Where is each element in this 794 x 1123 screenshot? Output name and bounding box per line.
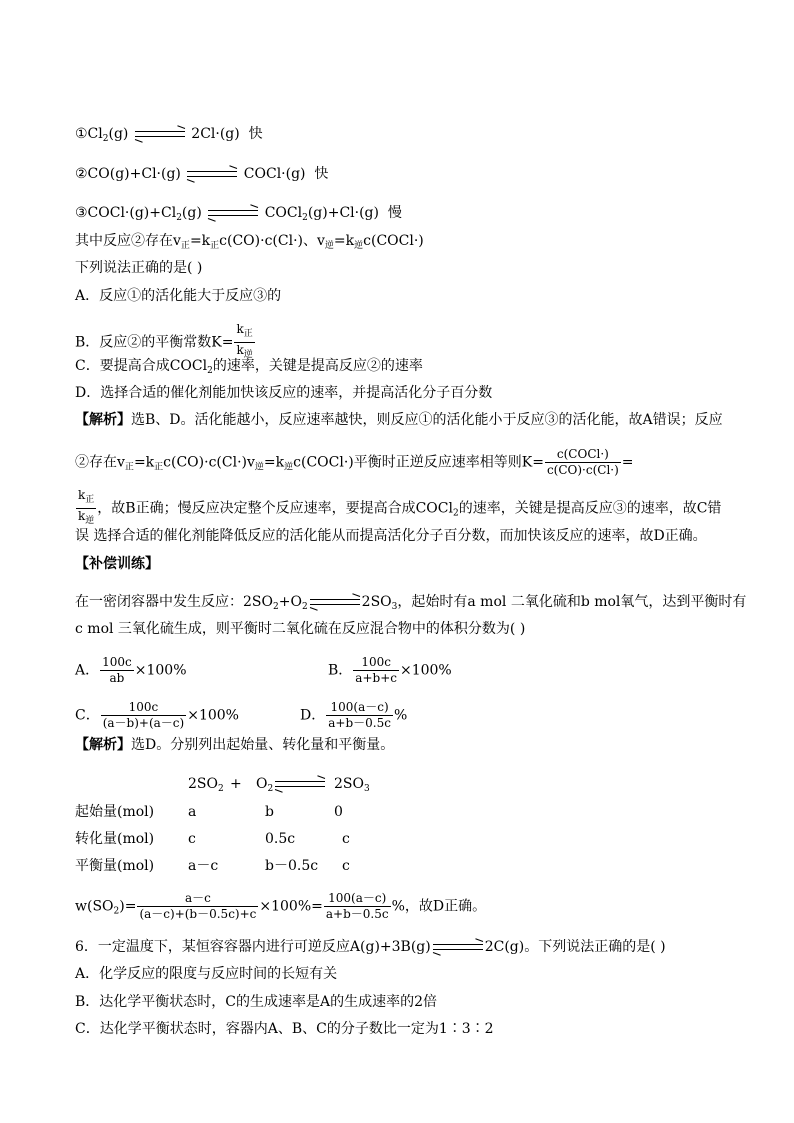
q6-option-a: A．化学反应的限度与反应时间的长短有关	[75, 966, 338, 982]
text: =k	[263, 454, 285, 471]
text: ②存在v	[75, 454, 125, 471]
subscript: 2	[272, 602, 279, 612]
q5-option-c	[75, 356, 423, 376]
solution-tag: 【解析】	[75, 412, 131, 428]
table-row-label: 起始量(mol)	[75, 804, 155, 820]
comp-option-c	[75, 700, 239, 730]
subscript: 2	[113, 906, 120, 917]
subscript: 正	[210, 241, 220, 251]
superscript: 正	[85, 495, 95, 505]
fraction	[353, 655, 399, 686]
table-cell: c	[342, 831, 350, 847]
text: c(COCl·)	[363, 233, 424, 249]
text: 选D。分别列出起始量、转化量和平衡量。	[131, 737, 395, 753]
table-cell: 0	[334, 804, 343, 820]
reaction-3-speed: 慢	[387, 205, 402, 221]
table-row-label: 转化量(mol)	[75, 831, 155, 847]
numerator: 100c	[128, 700, 159, 714]
q5-ask: 下列说法正确的是( )	[75, 260, 203, 276]
denominator: k	[236, 343, 244, 357]
text: c(CO)·c(Cl·)v	[163, 454, 255, 471]
text: =k	[333, 233, 355, 249]
numerator: a－c	[184, 891, 211, 905]
table-header-plus: +	[230, 776, 242, 792]
numerator: k	[78, 488, 86, 502]
subscript: 正	[124, 462, 134, 473]
denominator: ab	[100, 670, 134, 686]
text: ，起始时有a mol 二氧化硫和b mol氧气，达到平衡时有	[397, 594, 747, 610]
solution-5-line-4: 误 选择合适的催化剂能降低反应的活化能从而提高活化分子百分数，而加快该反应的速率，故D正确。	[75, 528, 707, 544]
text: ×100%	[134, 662, 187, 679]
subscript: 2	[302, 213, 308, 223]
fraction	[137, 891, 258, 922]
text: %，故D正确。	[391, 898, 487, 915]
q5-stem	[75, 231, 424, 251]
reaction-3-right-b: (g)+Cl·(g)	[307, 205, 379, 221]
table-cell: c	[188, 831, 196, 847]
text: 其中反应②存在v	[75, 233, 181, 249]
table-header-so2	[188, 774, 224, 799]
numerator: 100c	[361, 655, 391, 669]
text: +O	[278, 594, 302, 610]
text: ×100%	[187, 707, 239, 724]
equilibrium-arrow-icon	[433, 941, 483, 953]
label: B．	[328, 662, 353, 679]
text: ×100%=	[259, 898, 323, 915]
q5-option-b	[75, 322, 256, 360]
q6-stem	[75, 937, 666, 957]
subscript: 逆	[284, 462, 294, 473]
solution-5-line-1	[75, 410, 723, 430]
denominator: c(CO)·c(Cl·)	[546, 463, 619, 477]
text: c(CO)·c(Cl·)、v	[219, 233, 325, 249]
numerator: c(COCl·)	[556, 447, 609, 461]
comp-result	[75, 891, 487, 921]
text: 2SO	[361, 594, 392, 610]
subscript: 2	[301, 602, 308, 612]
subscript: 正	[154, 462, 164, 473]
text: 2SO	[334, 776, 364, 792]
reaction-2	[75, 164, 328, 184]
reaction-1-right: 2Cl·(g)	[191, 126, 240, 142]
text: B．反应②的平衡常数K=	[75, 334, 234, 351]
denominator: (a－c)+(b－0.5c)+c	[139, 907, 257, 921]
table-cell: a	[188, 804, 197, 820]
text: %	[393, 707, 408, 724]
denominator: k	[78, 509, 86, 523]
comp-stem-line-1	[75, 592, 746, 612]
reaction-2-speed: 快	[314, 166, 329, 182]
denominator: a+b－0.5c	[328, 716, 391, 730]
fraction	[545, 447, 621, 478]
text: 的速率，关键是提高反应③的速率，故C错	[458, 500, 722, 517]
reaction-2-right: COCl·(g)	[243, 166, 306, 182]
subscript: 3	[363, 784, 370, 794]
text: ×100%	[399, 662, 452, 679]
reaction-3-right: COCl	[264, 205, 303, 221]
text: 6．一定温度下，某恒容容器内进行可逆反应A(g)+3B(g)	[75, 939, 431, 955]
fraction	[76, 488, 96, 529]
text: 2SO	[188, 776, 218, 792]
subscript: 2	[102, 134, 109, 144]
subscript: 正	[180, 241, 190, 251]
numerator: 100c	[102, 655, 132, 669]
compensation-tag: 【补偿训练】	[75, 556, 159, 572]
phase: (g)	[181, 205, 202, 221]
fraction	[101, 700, 187, 731]
text: 在一密闭容器中发生反应：2SO	[75, 594, 273, 610]
subscript: 2	[176, 213, 182, 223]
text: c(COCl·)平衡时正逆反应速率相等则K=	[293, 454, 544, 471]
equilibrium-arrow-icon	[208, 207, 258, 219]
table-cell: b－0.5c	[265, 858, 319, 874]
label: D．	[300, 707, 326, 724]
q5-option-a: A．反应①的活化能大于反应③的	[75, 288, 282, 304]
superscript: 逆	[85, 516, 95, 526]
q5-option-d: D．选择合适的催化剂能加快该反应的速率，并提高活化分子百分数	[75, 385, 493, 401]
superscript: 正	[243, 329, 253, 339]
text: 选B、D。活化能越小，反应速率越快，则反应①的活化能小于反应③的活化能，故A错误；反应	[131, 412, 723, 428]
fraction	[100, 655, 134, 686]
equilibrium-arrow-icon	[135, 128, 185, 140]
denominator: a+b－0.5c	[325, 907, 389, 921]
comp-solution	[75, 735, 394, 755]
reaction-3	[75, 203, 402, 223]
phase: (g)	[108, 126, 129, 142]
table-cell: 0.5c	[265, 831, 296, 847]
equilibrium-arrow-icon	[187, 168, 237, 180]
reaction-2-left: ②CO(g)+Cl·(g)	[75, 166, 181, 182]
table-header-o2	[256, 774, 327, 799]
q6-option-b: B．达化学平衡状态时，C的生成速率是A的生成速率的2倍	[75, 994, 438, 1010]
subscript: 2	[217, 784, 224, 794]
reaction-1-speed: 快	[248, 126, 263, 142]
text: 2C(g)。下列说法正确的是( )	[484, 939, 666, 955]
equilibrium-arrow-icon	[310, 596, 360, 608]
text: =k	[189, 233, 211, 249]
text: )=	[119, 898, 137, 915]
solution-5-line-3	[75, 488, 722, 526]
reaction-1	[75, 124, 263, 144]
text: ，故B正确；慢反应决定整个反应速率，要提高合成COCl	[97, 500, 453, 517]
subscript: 逆	[254, 462, 264, 473]
text: 的速率，关键是提高反应②的速率	[212, 358, 423, 374]
subscript: 逆	[354, 241, 364, 251]
numerator: k	[236, 322, 244, 336]
superscript: 逆	[243, 350, 253, 360]
fraction	[326, 700, 393, 731]
q6-option-c: C．达化学平衡状态时，容器内A、B、C的分子数比一定为1∶3∶2	[75, 1021, 494, 1037]
subscript: 3	[391, 602, 398, 612]
subscript: 2	[267, 784, 274, 794]
table-cell: b	[265, 804, 274, 820]
text: =k	[133, 454, 155, 471]
comp-option-d	[300, 700, 408, 730]
text: C．要提高合成COCl	[75, 358, 208, 374]
text: O	[256, 776, 268, 792]
fraction	[324, 891, 391, 922]
comp-option-b	[328, 655, 452, 685]
table-cell: a－c	[188, 858, 219, 874]
subscript: 逆	[324, 241, 334, 251]
label: A．	[75, 662, 100, 679]
table-row-label: 平衡量(mol)	[75, 858, 155, 874]
text: w(SO	[75, 898, 114, 915]
solution-tag: 【解析】	[75, 737, 131, 753]
table-header-so3	[334, 774, 370, 799]
text: =	[621, 454, 634, 471]
subscript: 2	[207, 366, 213, 376]
label: C．	[75, 707, 100, 724]
comp-stem-line-2: c mol 三氧化硫生成，则平衡时二氧化硫在反应混合物中的体积分数为( )	[75, 621, 526, 637]
reaction-3-left: ③COCl·(g)+Cl	[75, 205, 177, 221]
reaction-1-left: ①Cl	[75, 126, 103, 142]
comp-option-a	[75, 655, 187, 685]
numerator: 100(a－c)	[330, 700, 389, 714]
denominator: (a－b)+(a－c)	[102, 716, 185, 730]
table-cell: c	[342, 858, 350, 874]
subscript: 2	[452, 508, 459, 519]
numerator: 100(a－c)	[328, 891, 387, 905]
equilibrium-arrow-icon	[275, 778, 325, 790]
denominator: a+b+c	[355, 671, 397, 685]
